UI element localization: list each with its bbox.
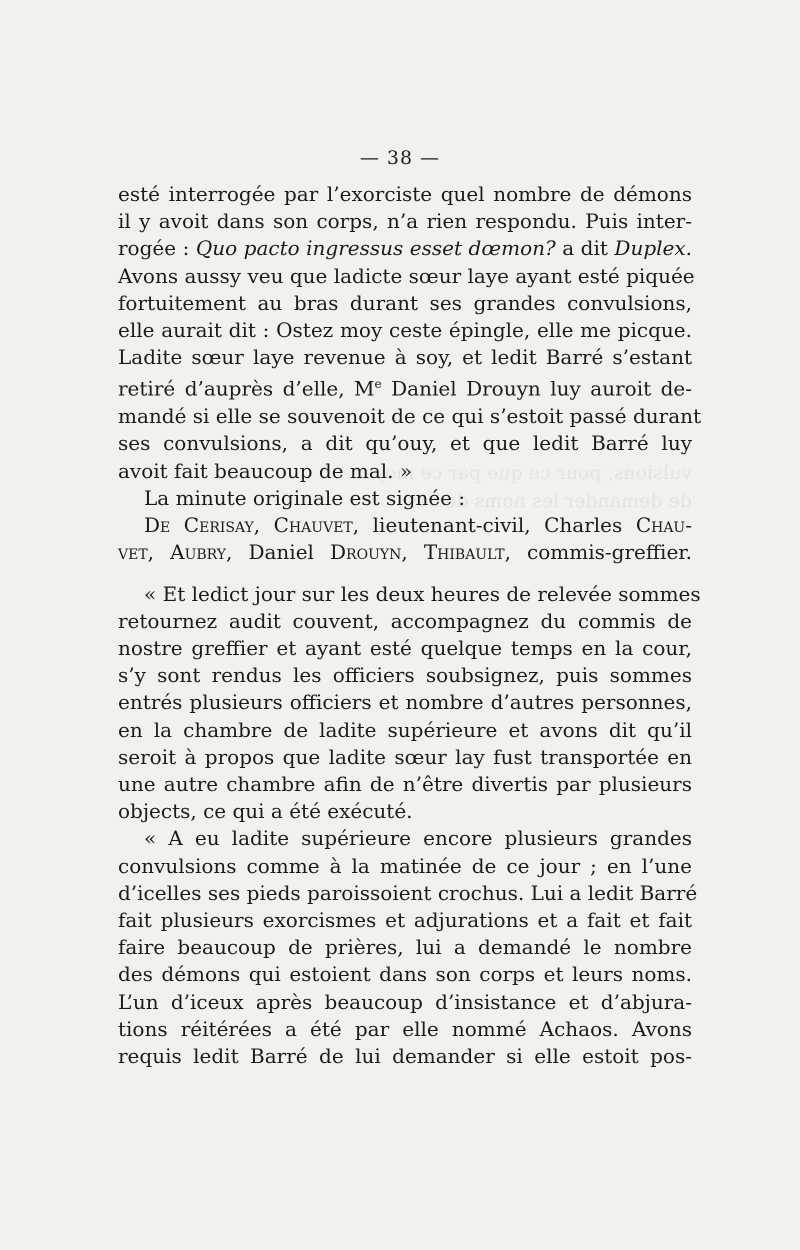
- paragraph-1: [118, 181, 702, 485]
- text-line: avoit fait beaucoup de mal. »: [118, 458, 413, 483]
- name-duplex: Duplex: [614, 236, 686, 261]
- latin-quote: Quo pacto ingressus esset dœmon?: [195, 236, 556, 261]
- text-line: entrés plusieurs officiers et nombre d’autres personnes,: [118, 690, 692, 715]
- text-line: vet, Aubry, Daniel Drouyn, Thibault, commis-greffier.: [118, 540, 693, 565]
- text-line: retiré d’auprès d’elle, Me Daniel Drouyn luy auroit de-: [118, 377, 693, 402]
- bleed-through-text: de demander les noms de ces: [407, 490, 692, 512]
- text-line: fait plusieurs exorcismes et adjurations et a fait et fait: [118, 907, 692, 932]
- text-line: Ladite sœur laye revenue à soy, et ledit Barré s’estant: [118, 345, 692, 370]
- text-line: nostre greffier et ayant esté quelque temps en la cour,: [118, 635, 692, 660]
- paragraph-3: [118, 825, 698, 1070]
- bleed-through-text: vulsions, pour ce que par ce moyen: [350, 462, 692, 484]
- text-line: s’y sont rendus les officiers soubsignez, puis sommes: [118, 663, 692, 688]
- text-line: retournez audit couvent, accompagnez du commis de: [118, 608, 692, 633]
- page-number: — 38 —: [359, 147, 441, 169]
- text-line: elle aurait dit : Ostez moy ceste épingle, elle me picque.: [118, 318, 692, 343]
- body-text: [118, 181, 702, 1070]
- text-line: seroit à propos que ladite sœur lay fust transportée en: [118, 744, 692, 769]
- text-line: rogée : Quo pacto ingressus esset dœmon? a dit Duplex.: [118, 236, 693, 261]
- text-line: en la chambre de ladite supérieure et avons dit qu’il: [118, 717, 692, 742]
- text-line: De Cerisay, Chauvet, lieutenant-civil, Charles Chau-: [144, 513, 692, 538]
- text-line: convulsions comme à la matinée de ce jour ; en l’une: [118, 853, 692, 878]
- signatures: [118, 512, 692, 566]
- text-line: tions réitérées a été par elle nommé Achaos. Avons: [118, 1016, 692, 1041]
- text-line: objects, ce qui a été exécuté.: [118, 799, 413, 824]
- text-line: L’un d’iceux après beaucoup d’insistance et d’abjura-: [118, 989, 692, 1014]
- text-line: Avons aussy veu que ladicte sœur laye ayant esté piquée: [118, 263, 695, 288]
- text-line: il y avoit dans son corps, n’a rien respondu. Puis inter-: [118, 209, 692, 234]
- text-line: d’icelles ses pieds paroissoient crochus. Lui a ledit Barré: [118, 880, 698, 905]
- text-line: des démons qui estoient dans son corps et leurs noms.: [118, 962, 692, 987]
- text-line: « Et ledict jour sur les deux heures de relevée sommes: [144, 581, 701, 606]
- text-line: « A eu ladite supérieure encore plusieurs grandes: [144, 826, 692, 851]
- text-line: une autre chambre afin de n’être divertis par plusieurs: [118, 771, 692, 796]
- text-line: mandé si elle se souvenoit de ce qui s’estoit passé durant: [118, 404, 702, 429]
- text-line: fortuitement au bras durant ses grandes convulsions,: [118, 290, 692, 315]
- signature-intro: La minute originale est signée :: [144, 485, 466, 510]
- text-line: ses convulsions, a dit qu’ouy, et que ledit Barré luy: [118, 431, 692, 456]
- paragraph-2: [118, 581, 701, 826]
- paragraph-gap: [118, 567, 692, 581]
- text-line: esté interrogée par l’exorciste quel nombre de démons: [118, 182, 692, 206]
- text-line: requis ledit Barré de lui demander si elle estoit pos-: [118, 1043, 692, 1068]
- text-line: faire beaucoup de prières, lui a demandé le nombre: [118, 935, 692, 960]
